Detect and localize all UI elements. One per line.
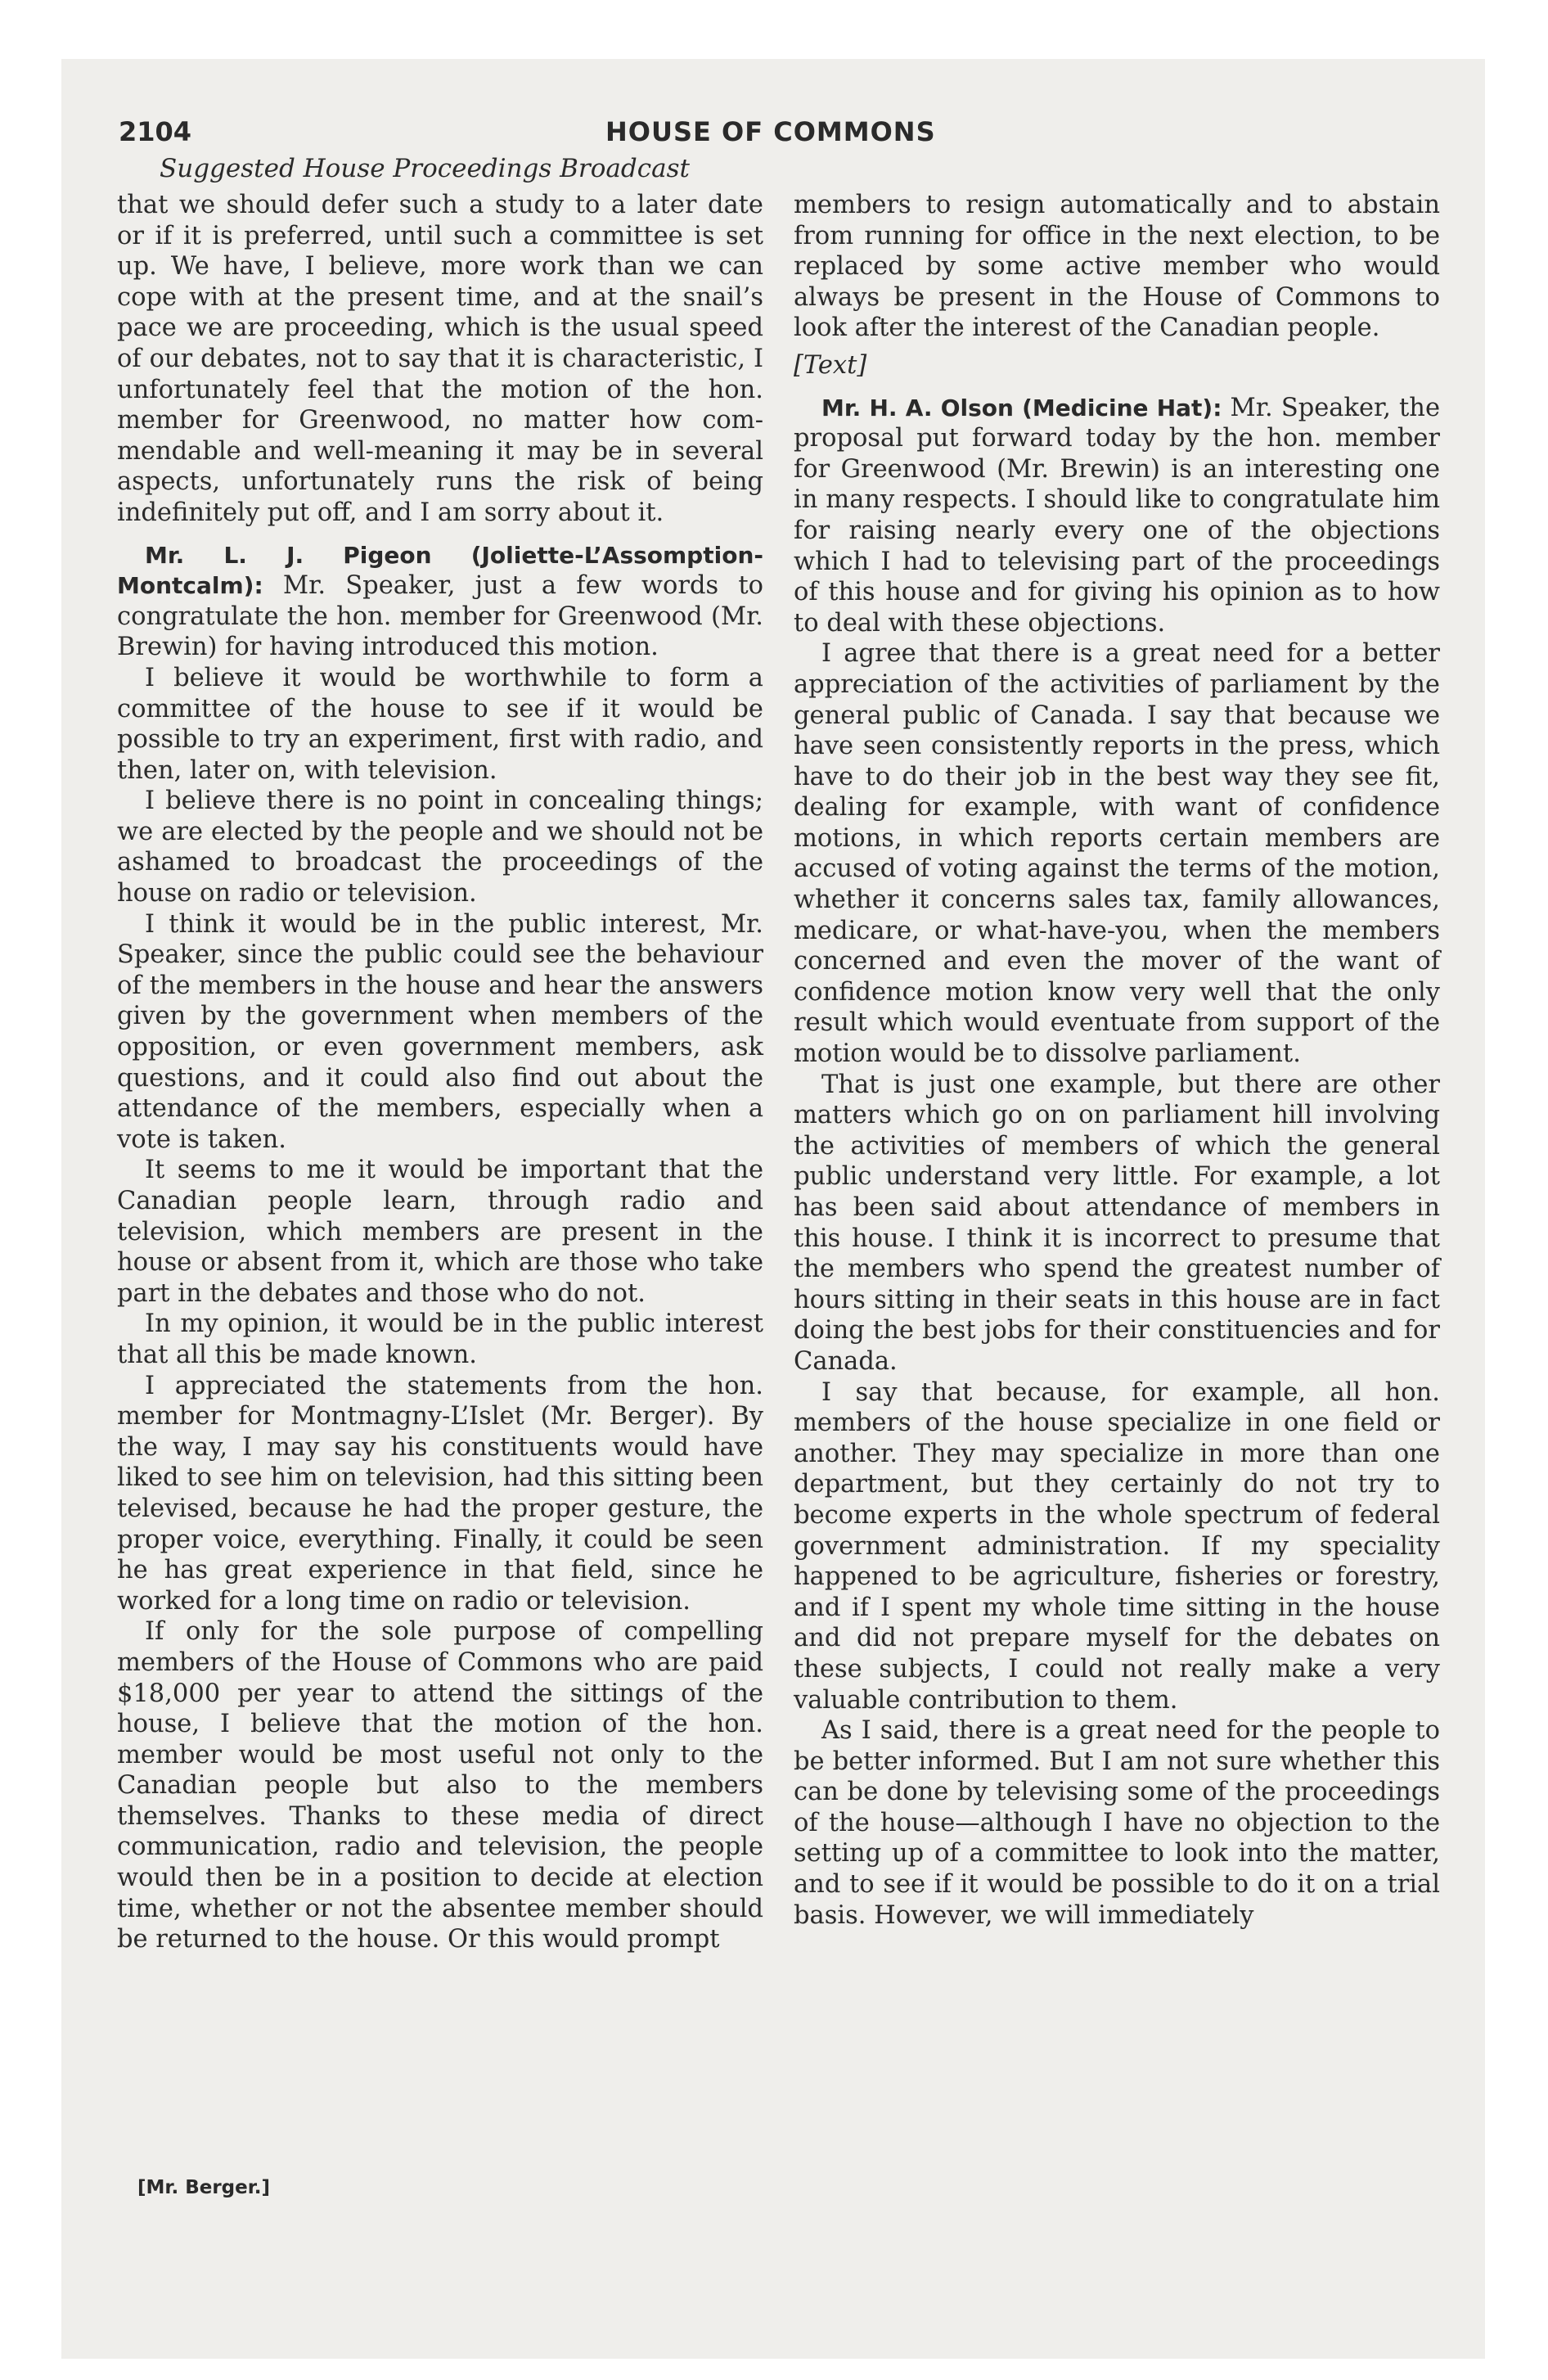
paragraph: I believe there is no point in concealing things; we are elected by the people and we should not be ashamed to broadcast the proceedings of the house on radio or television. — [117, 787, 763, 908]
paragraph: I agree that there is a great need for a better appreciation of the activities of parliament by the general public of Canada. I say that because we have seen consistently reports in the press, which have to do their job in the best way they see fit, dealing for example, with want of confidence motions, in which reports certain members are accused of voting against the terms of the motion, whether it concerns sales tax, family allowances, medicare, or what-have-you, when the members concerned and even the mover of the want of confidence motion know very well that the only result which would eventuate from support of the motion would be to dissolve parliament. — [794, 639, 1440, 1069]
paragraph: that we should defer such a study to a later date or if it is preferred, until such a committee is set up. We have, I believe, more work than we can cope with at the present time, and at the snail’s pace we are proceeding, which is the usual speed of our debates, not to say that it is characteristic, I unfortunately feel that the motion of the hon. member for Greenwood, no matter how commendable and well-meaning it may be in several aspects, unfortunately runs the risk of being indefinitely put off, and I am sorry about it. — [117, 191, 763, 527]
speaker-name: Mr. L. J. Pigeon (Joliette-L’Assomption-Montcalm): — [117, 541, 763, 600]
left-column — [117, 190, 763, 1955]
page-title: HOUSE OF COMMONS — [605, 116, 936, 147]
speaker-footnote: [Mr. Berger.] — [137, 2177, 271, 2198]
paragraph: members to resign automatically and to abstain from running for office in the next election, to be replaced by some active member who would always be present in the House of Commons to look after the interest of the Canadian people. — [794, 191, 1440, 343]
speech-paragraph — [794, 393, 1440, 639]
page-number: 2104 — [119, 116, 192, 147]
speech-text: Mr. Speaker, the proposal put forward today by the hon. member for Greenwood (Mr. Brewin) is an interesting one in many respects. I should like to congratulate him for raising nearly every one of the objections which I had to televising part of the proceedings of this house and for giving his opinion as to how to deal with these objections. — [794, 393, 1441, 638]
paragraph: I appreciated the statements from the hon. member for Montmagny-L’Islet (Mr. Berger). By the way, I may say his constituents would have liked to see him on television, had this sitting been televised, because he had the proper gesture, the proper voice, everything. Finally, it could be seen he has great experience in that field, since he worked for a long time on radio or television. — [117, 1371, 763, 1616]
paragraph: I think it would be in the public interest, Mr. Speaker, since the public could see the behaviour of the members in the house and hear the answers given by the government when members of the opposition, or even government members, ask questions, and it could also find out about the attendance of the members, especially when a vote is taken. — [117, 909, 763, 1154]
speaker-name: Mr. H. A. Olson (Medicine Hat): — [821, 394, 1222, 421]
paragraph: In my opinion, it would be in the public interest that all this be made known. — [117, 1309, 763, 1369]
paragraph: That is just one example, but there are other matters which go on on parliament hill involving the activities of members of which the general public understand very little. For example, a lot has been said about attendance of members in this house. I think it is incorrect to presume that the members who spend the greatest number of hours sitting in their seats in this house are in fact doing the best jobs for their constituencies and for Canada. — [794, 1070, 1440, 1376]
paragraph: I say that because, for example, all hon. members of the house specialize in one field or another. They may specialize in more than one department, but they certainly do not try to become experts in the whole spectrum of federal government administration. If my speciality happened to be agriculture, fisheries or forestry, and if I spent my whole time sitting in the house and did not prepare myself for the debates on these subjects, I could not really make a very valuable contribution to them. — [794, 1377, 1440, 1715]
text-tag: [Text] — [794, 350, 867, 380]
page-header — [119, 116, 1448, 157]
speech-text: Mr. Speaker, just a few words to congratulate the hon. member for Greenwood (Mr. Brewin) for having introduced this motion. — [117, 571, 763, 662]
paragraph: If only for the sole purpose of compelling members of the House of Commons who are paid $18,000 per year to attend the sittings of the house, I believe that the motion of the hon. member would be most useful not only to the Canadian people but also to the members themselves. Thanks to these media of direct communication, radio and television, the people would then be in a position to decide at election time, whether or not the absentee member should be returned to the house. Or this would prompt — [117, 1617, 763, 1954]
paragraph: I believe it would be worthwhile to form a committee of the house to see if it would be possible to try an experiment, first with radio, and then, later on, with television. — [117, 663, 763, 785]
paragraph: As I said, there is a great need for the people to be better informed. But I am not sure whether this can be done by televising some of the proceedings of the house—although I have no objection to the setting up of a committee to look into the matter, and to see if it would be possible to do it on a trial basis. However, we will immediately — [794, 1716, 1440, 1930]
running-subtitle: Suggested House Proceedings Broadcast — [160, 154, 690, 183]
paragraph: It seems to me it would be important that the Canadian people learn, through radio and television, which members are present in the house or absent from it, which are those who take part in the debates and those who do not. — [117, 1156, 763, 1308]
speech-paragraph — [117, 540, 763, 663]
right-column — [794, 190, 1440, 1931]
